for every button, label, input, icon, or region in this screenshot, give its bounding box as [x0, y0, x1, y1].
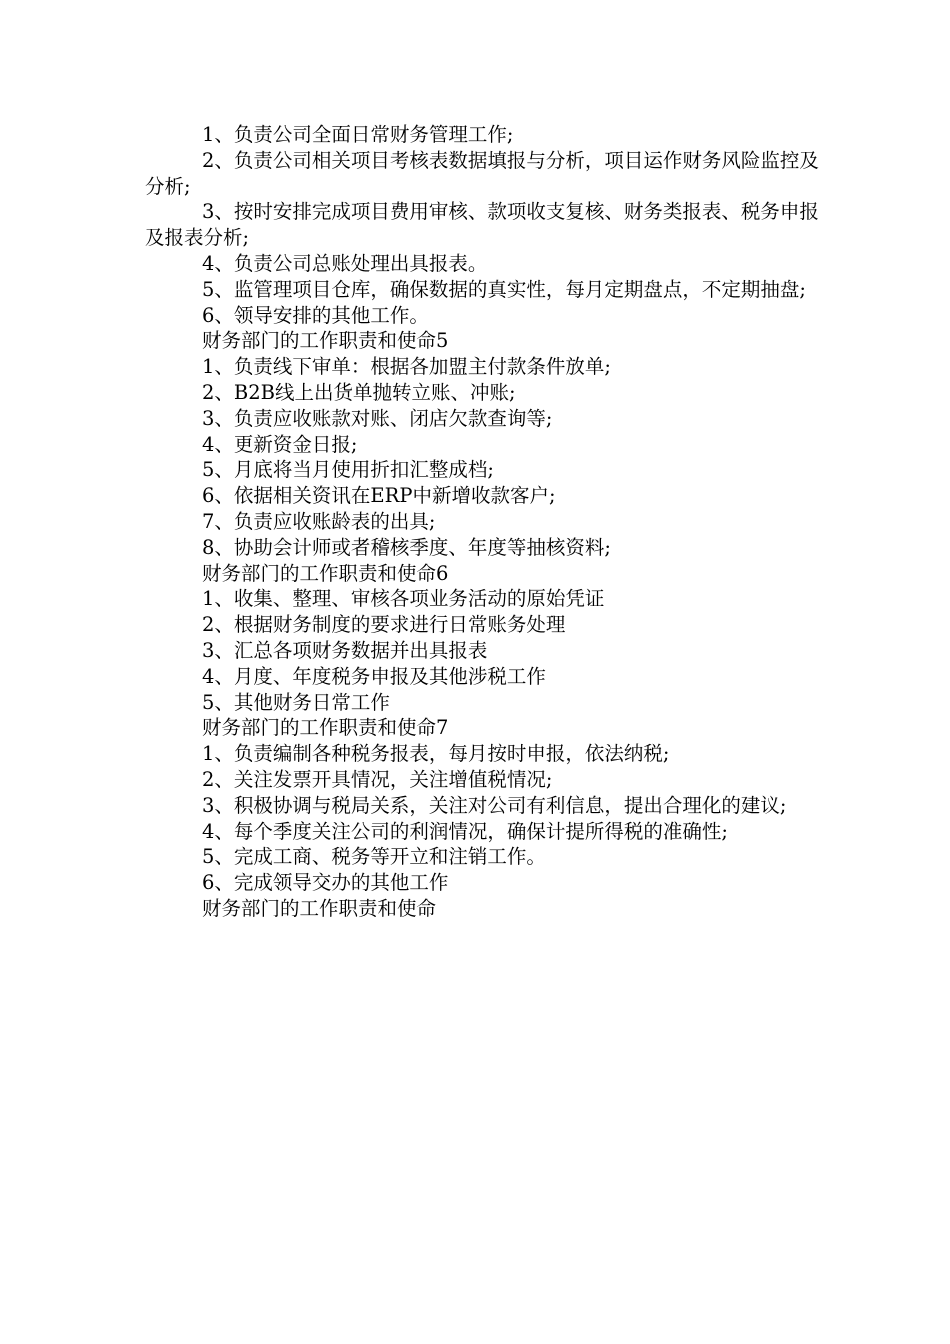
list-item: 5、月底将当月使用折扣汇整成档;	[202, 458, 494, 482]
paragraph-duty-1: 1、负责公司全面日常财务管理工作;	[202, 123, 514, 146]
list-item: 8、协助会计师或者稽核季度、年度等抽核资料;	[202, 535, 611, 559]
list-item: 3、汇总各项财务数据并出具报表	[202, 638, 488, 662]
list-item: 1、负责编制各种税务报表，每月按时申报，依法纳税;	[202, 742, 670, 766]
list-item: 4、每个季度关注公司的利润情况，确保计提所得税的准确性;	[202, 819, 728, 843]
paragraph-duty-4: 4、负责公司总账处理出具报表。	[202, 251, 488, 275]
section-heading-7: 财务部门的工作职责和使命7	[202, 716, 449, 740]
section-heading-next: 财务部门的工作职责和使命	[202, 896, 437, 920]
list-item: 2、B2B线上出货单抛转立账、冲账;	[202, 380, 516, 404]
list-item: 6、依据相关资讯在ERP中新增收款客户;	[202, 484, 556, 508]
paragraph-duty-5: 5、监管理项目仓库，确保数据的真实性，每月定期盘点，不定期抽盘;	[202, 277, 806, 301]
paragraph-duty-2: 2、负责公司相关项目考核表数据填报与分析，项目运作财务风险监控及分析;	[145, 148, 819, 198]
section-heading-5: 财务部门的工作职责和使命5	[202, 329, 449, 353]
list-item: 2、根据财务制度的要求进行日常账务处理	[202, 613, 566, 637]
list-item: 3、负责应收账款对账、闭店欠款查询等;	[202, 406, 553, 430]
list-item: 3、积极协调与税局关系，关注对公司有利信息，提出合理化的建议;	[202, 793, 787, 817]
list-item: 4、月度、年度税务申报及其他涉税工作	[202, 664, 546, 688]
list-item: 4、更新资金日报;	[202, 432, 358, 456]
list-item: 2、关注发票开具情况，关注增值税情况;	[202, 767, 553, 791]
list-item: 1、负责线下审单：根据各加盟主付款条件放单;	[202, 355, 611, 379]
document-body	[145, 122, 825, 922]
list-item: 6、完成领导交办的其他工作	[202, 871, 449, 895]
paragraph-duty-6: 6、领导安排的其他工作。	[202, 303, 429, 327]
section-heading-6: 财务部门的工作职责和使命6	[202, 561, 449, 585]
list-item: 5、其他财务日常工作	[202, 690, 390, 714]
list-item: 5、完成工商、税务等开立和注销工作。	[202, 845, 546, 869]
list-item: 7、负责应收账龄表的出具;	[202, 509, 436, 533]
paragraph-duty-3: 3、按时安排完成项目费用审核、款项收支复核、财务类报表、税务申报及报表分析;	[145, 200, 819, 250]
list-item: 1、收集、整理、审核各项业务活动的原始凭证	[202, 587, 605, 611]
